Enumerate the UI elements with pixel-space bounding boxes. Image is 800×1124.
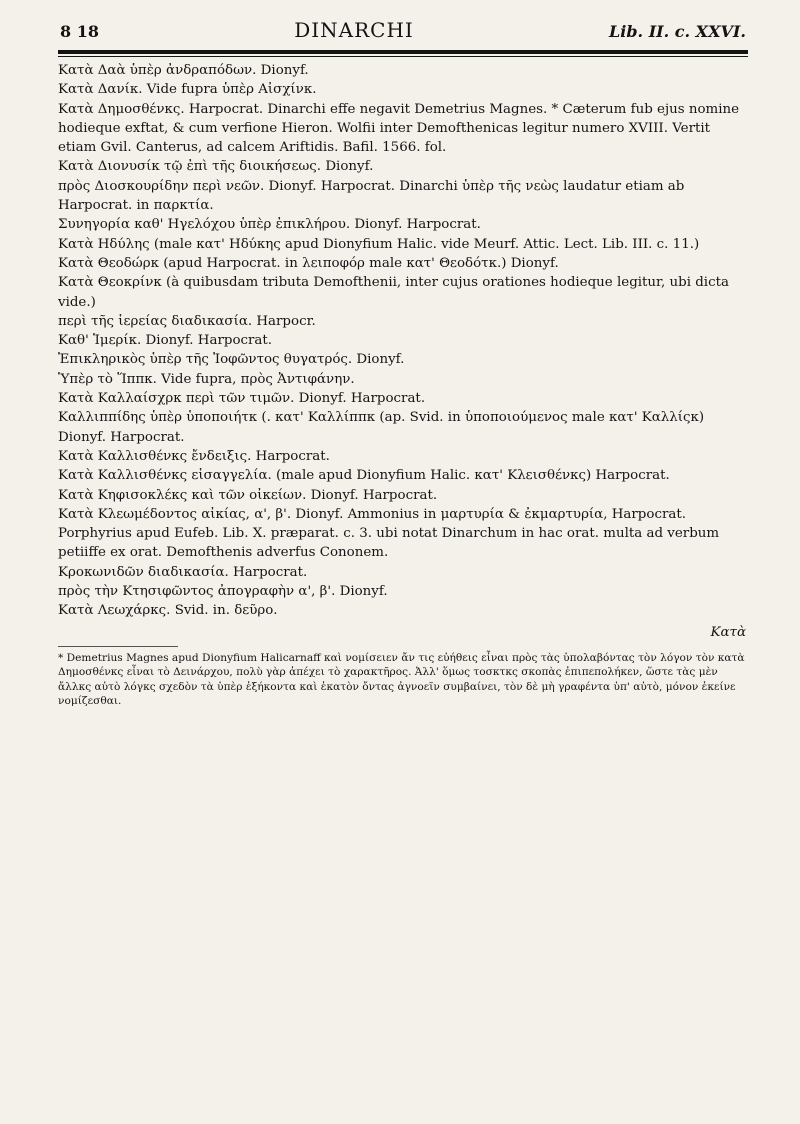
catalogue-entry: Κατὰ Καλλισθένκς εἰσαγγελία. (male apud Dionyfium Halic. κατ' Κλεισθένκς) Harpocrat. [58,468,670,484]
catalogue-entry: Κατὰ Καλλαίσχρκ περὶ τῶν τιμῶν. Dionyf. Harpocrat. [58,391,426,407]
catalogue-entry: Κατὰ Διονυσίκ τῷ ἐπὶ τῆς διοικήσεως. Dionyf. [58,159,374,175]
catchword: Κατὰ [710,624,746,640]
catalogue-entry: Κατὰ Δημοσθένκς. Harpocrat. Dinarchi effe negavit Demetrius Magnes. * Cæterum fub ejus nomine hodieque exftat, & cum verfione Hieron. Wolfii inter Demofthenicas legitur numero XVIII. Vertit etiam Gvil. Canterus, ad calcem Ariftidis. Bafil. 1566. fol. [58,101,740,156]
catalogue-entry: Κατὰ Ηδύλης (male κατ' Ηδύκης apud Dionyfium Halic. vide Meurf. Attic. Lect. Lib. III. c. 11.) [58,236,700,252]
catalogue-entry: Κατὰ Καλλισθένκς ἔνδειξις. Harpocrat. [58,448,330,464]
running-header [58,18,748,46]
catalogue-entry: Καλλιππίδης ὑπὲρ ὑποποιήτκ (. κατ' Καλλίππκ (ap. Svid. in ὑποποιούμενος male κατ' Καλλίςκ) Dionyf. Harpocrat. [58,410,705,445]
running-title: DINARCHI [294,18,414,42]
catalogue-entry: πρὸς Διοσκουρίδην περὶ νεῶν. Dionyf. Harpocrat. Dinarchi ὑπὲρ τῆς νεὼς laudatur etiam ab Harpocrat. in παρκτία. [58,178,685,214]
catalogue-entry: περὶ τῆς ἱερείας διαδικασία. Harpocr. [58,313,316,329]
header-rule-thin [58,56,748,57]
section-reference: Lib. II. c. XXVI. [609,22,746,41]
catalogue-entry: Κροκωνιδῶν διαδικασία. Harpocrat. [58,564,308,580]
page-number: 8 18 [60,22,99,41]
catalogue-entry: Κατὰ Θεοδώρκ (apud Harpocrat. in λειποφόρ male κατ' Θεοδότκ.) Dionyf. [58,255,559,271]
catalogue-entry: Κατὰ Κλεωμέδοντος αἰκίας, α', β'. Dionyf. Ammonius in μαρτυρία & ἐκμαρτυρία, Harpocrat. Porphyrius apud Eufeb. Lib. X. præparat. c. 3. ubi notat Dinarchum in hac orat. multa ad verbum petiiffe ex orat. Demofthenis adverfus Cononem. [58,506,720,561]
catalogue-entry: Κατὰ Θεοκρίνκ (à quibusdam tributa Demofthenii, inter cujus orationes hodieque legitur, ubi dicta vide.) [58,275,729,310]
footnote: * Demetrius Magnes apud Dionyfium Halicarnaff καὶ νομίσειεν ἄν τις εὐήθεις εἶναι πρὸς τὰς ὑπολαβόντας τὸν λόγον τὸν κατὰ Δημοσθένκς εἶναι τὸ Δεινάρχου, πολὺ γὰρ ἀπέχει τὸ χαρακτῆρος. Ἀλλ' ὅμως τοσκτκς σκοπὰς ἐπιπεπολήκεν, ὥστε τὰς μὲν ἄλλκς αὐτὸ λόγκς σχεδὸν τὰ ὑπὲρ ἑξήκοντα καὶ ἑκατὸν ὄντας ἀγνοεῖν συμβαίνει, τὸν δὲ μὴ γραφέντα ὑπ' αὐτὸ, μόνον ἐκείνε νομίζεσθαι. [58,651,745,708]
catalogue-entry: Κατὰ Κηφισοκλέκς καὶ τῶν οἰκείων. Dionyf. Harpocrat. [58,487,438,503]
catalogue-entry: Ἐπικληρικὸς ὑπὲρ τῆς Ἰοφῶντος θυγατρός. Dionyf. [58,352,405,368]
catalogue-entry: πρὸς τὴν Κτησιφῶντος ἀπογραφὴν α', β'. Dionyf. [58,584,388,600]
catalogue-entry: Ὑπὲρ τὸ Ἵππκ. Vide fupra, πρὸς Ἀντιφάνην. [58,371,355,387]
body-text [58,61,748,621]
page [58,18,748,720]
catalogue-entry: Συνηγορία καθ' Ηγελόχου ὑπὲρ ἐπικλήρου. Dionyf. Harpocrat. [58,217,481,233]
footnote-rule [58,646,178,647]
catalogue-entry: Κατὰ Δανίκ. Vide fupra ὑπὲρ Αἰσχίνκ. [58,82,317,98]
catalogue-entry: Κατὰ Δαὰ ὑπὲρ ἀνδραπόδων. Dionyf. [58,63,309,78]
header-rule-thick [58,50,748,54]
catalogue-entry: Κατὰ Λεωχάρκς. Svid. in. δεῦρο. [58,603,278,619]
catalogue-entry: Καθ' Ἱμερίκ. Dionyf. Harpocrat. [58,333,273,349]
